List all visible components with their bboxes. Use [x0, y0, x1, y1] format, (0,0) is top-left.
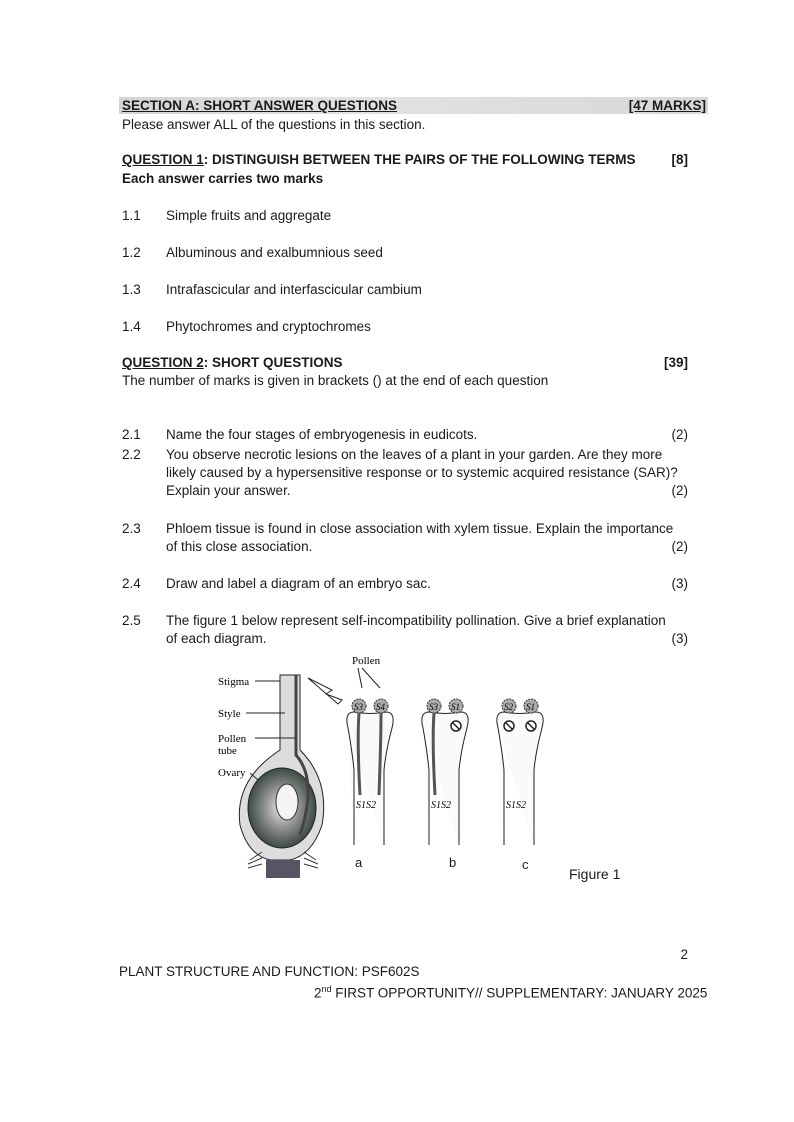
item-text: The figure 1 below represent self-incompatibility pollination. Give a brief explanation [166, 613, 666, 628]
page-number: 2 [680, 947, 688, 962]
item-marks: (2) [671, 427, 688, 442]
label-pollen: Pollen [352, 655, 381, 667]
item-text: Phytochromes and cryptochromes [166, 319, 371, 334]
item-number: 2.2 [122, 447, 141, 462]
pollen-allele: S2 [504, 702, 513, 712]
label-stigma: Stigma [218, 676, 250, 688]
section-instruction: Please answer ALL of the questions in this section. [122, 117, 426, 132]
section-title: SECTION A: SHORT ANSWER QUESTIONS [122, 98, 398, 113]
label-ovary: Ovary [218, 767, 246, 779]
style-genotype: S1S2 [356, 800, 376, 811]
item-number: 2.3 [122, 521, 141, 536]
item-number: 2.1 [122, 427, 141, 442]
item-text: Simple fruits and aggregate [166, 208, 332, 223]
style-genotype: S1S2 [431, 800, 451, 811]
self-incompatibility-figure [200, 640, 640, 890]
pistil-drawing [239, 675, 323, 878]
item-text: of this close association. [166, 539, 313, 554]
item-number: 1.2 [122, 245, 141, 260]
item-text: Albuminous and exalbumnious seed [166, 245, 383, 260]
style-panel-b [422, 699, 468, 845]
pollen-allele: S1 [451, 702, 460, 712]
label-pollen-tube-2: tube [218, 745, 237, 757]
panel-b-letter: b [449, 855, 457, 870]
item-text: of each diagram. [166, 631, 267, 646]
item-text: Intrafascicular and interfascicular cambium [166, 282, 422, 297]
question-2-title: QUESTION 2: SHORT QUESTIONS [122, 355, 343, 370]
item-text: You observe necrotic lesions on the leaves of a plant in your garden. Are they more [166, 447, 663, 462]
item-text: Phloem tissue is found in close association with xylem tissue. Explain the importance [166, 521, 674, 536]
label-style: Style [218, 708, 241, 720]
item-number: 1.3 [122, 282, 141, 297]
item-number: 1.4 [122, 319, 141, 334]
figure-caption: Figure 1 [569, 866, 621, 882]
panel-c-letter: c [522, 857, 529, 872]
item-text: Name the four stages of embryogenesis in eudicots. [166, 427, 478, 442]
question-2-marks: [39] [663, 355, 688, 370]
item-marks: (3) [671, 631, 688, 646]
item-marks: (2) [671, 483, 688, 498]
section-marks: [47 MARKS] [628, 98, 706, 113]
style-panel-c [497, 699, 543, 845]
question-1-marks: [8] [671, 152, 688, 167]
item-number: 1.1 [122, 208, 141, 223]
item-marks: (2) [671, 539, 688, 554]
footer-exam: 2nd FIRST OPPORTUNITY// SUPPLEMENTARY: JANUARY 2025 [314, 984, 708, 1001]
item-text: likely caused by a hypersensitive response or to systemic acquired resistance (SAR)? [166, 465, 678, 480]
question-2-subtitle: The number of marks is given in brackets () at the end of each question [122, 373, 549, 388]
label-pollen-tube: Pollen [218, 733, 247, 745]
style-panel-a [347, 699, 393, 845]
question-1-title: QUESTION 1: DISTINGUISH BETWEEN THE PAIRS OF THE FOLLOWING TERMS [122, 152, 636, 167]
item-marks: (3) [671, 576, 688, 591]
pollen-allele: S3 [354, 702, 363, 712]
item-text: Draw and label a diagram of an embryo sac. [166, 576, 431, 591]
pollen-allele: S3 [429, 702, 438, 712]
footer-course: PLANT STRUCTURE AND FUNCTION: PSF602S [119, 964, 420, 979]
pollen-allele: S4 [376, 702, 385, 712]
item-text: Explain your answer. [166, 483, 291, 498]
pollen-allele: S1 [526, 702, 535, 712]
style-genotype: S1S2 [506, 800, 526, 811]
item-number: 2.4 [122, 576, 141, 591]
question-1-subtitle: Each answer carries two marks [122, 171, 324, 186]
panel-a-letter: a [355, 855, 363, 870]
item-number: 2.5 [122, 613, 141, 628]
arrow-icon [308, 678, 342, 704]
